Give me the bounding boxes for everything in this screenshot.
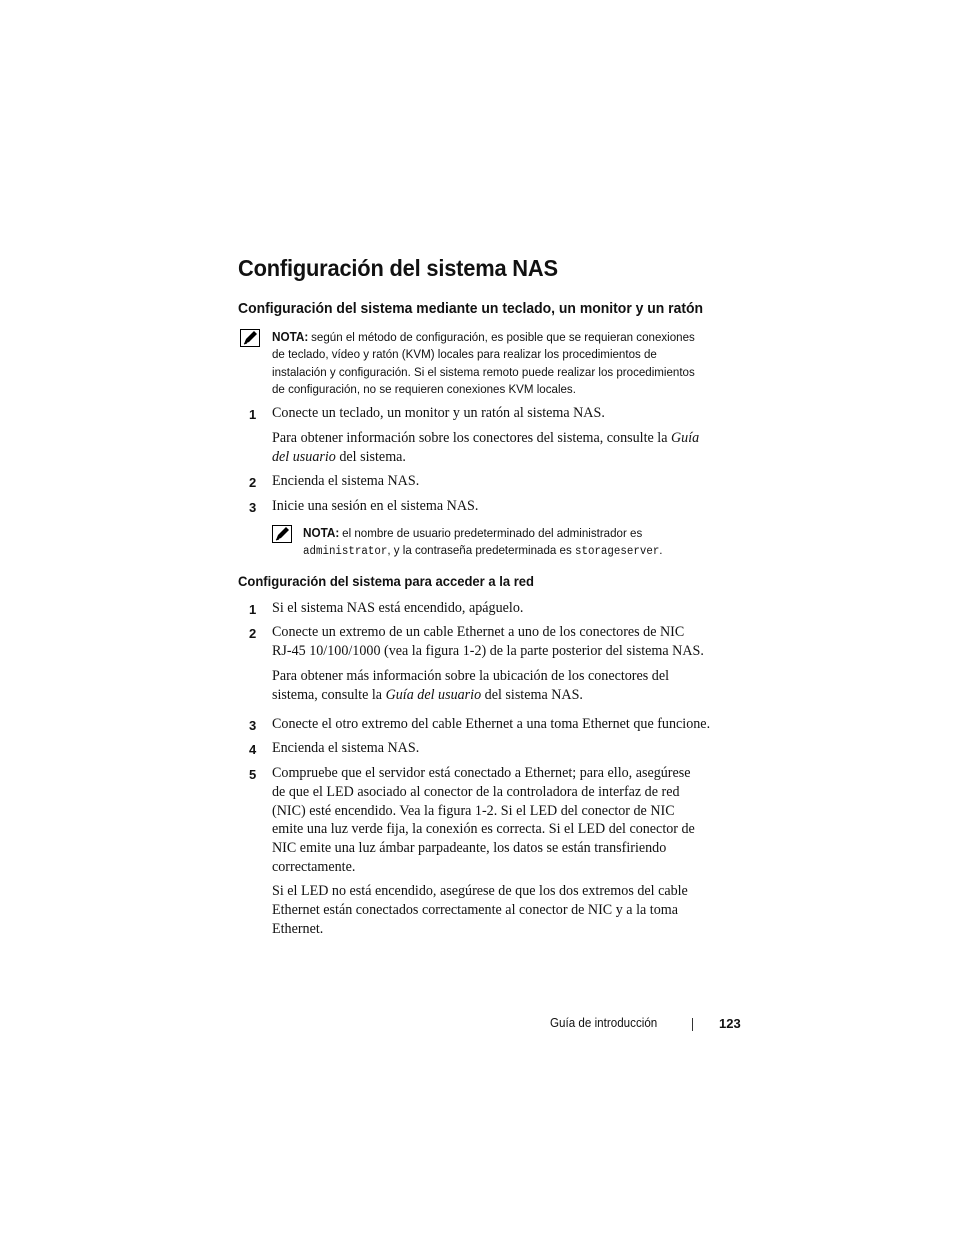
step-text: Conecte el otro extremo del cable Ethernet a una toma Ethernet que funcione. bbox=[272, 716, 711, 732]
page-number: 123 bbox=[719, 1016, 741, 1031]
page-title: Configuración del sistema NAS bbox=[238, 255, 558, 281]
note-label: NOTA: bbox=[272, 330, 309, 344]
step-number: 3 bbox=[249, 718, 257, 733]
note-kvm: NOTA: según el método de configuración, es posible que se requieran conexiones de teclado, vídeo y ratón (KVM) locales para realizar los procedimientos de instalación y configuración. Si el sistema remoto puede realizar los procedimientos de configuración, no se requieren conexiones KVM locales. bbox=[272, 330, 695, 397]
step-number: 3 bbox=[249, 500, 257, 515]
subsection-title-network: Configuración del sistema para acceder a la red bbox=[238, 573, 534, 589]
default-username: administrator bbox=[303, 545, 388, 559]
pencil-note-icon bbox=[240, 329, 260, 347]
step-text: Conecte un teclado, un monitor y un ratón al sistema NAS. bbox=[272, 405, 605, 421]
subsection-title-kvm: Configuración del sistema mediante un teclado, un monitor y un ratón bbox=[238, 300, 704, 317]
step-number: 5 bbox=[249, 767, 257, 782]
step-text: Encienda el sistema NAS. bbox=[272, 740, 420, 756]
step-number: 4 bbox=[249, 742, 257, 757]
step-text: Encienda el sistema NAS. bbox=[272, 473, 420, 489]
step-number: 2 bbox=[249, 475, 257, 490]
step-text: Compruebe que el servidor está conectado a Ethernet; para ello, asegúrese de que el LED asociado al conector de la controladora de interfaz de red (NIC) esté encendido. Vea la figura 1-2. Si el LED del conector de NIC emite una luz verde fija, la conexión es correcta. Si el LED del conector de NIC emite una luz ámbar parpadeante, los datos se están transfiriendo correctamente. bbox=[272, 765, 695, 875]
footer-guide-title: Guía de introducción bbox=[550, 1016, 658, 1030]
step-text: Conecte un extremo de un cable Ethernet a uno de los conectores de NIC RJ-45 10/100/1000 (vea la figura 1-2) de la parte posterior del sistema NAS. bbox=[272, 624, 704, 659]
step-detail: Para obtener más información sobre la ubicación de los conectores del sistema, consulte la Guía del usuario del sistema NAS. bbox=[272, 668, 670, 703]
step-detail: Para obtener información sobre los conectores del sistema, consulte la Guía del usuario del sistema. bbox=[272, 430, 700, 465]
note-icon bbox=[272, 525, 292, 548]
step-text: Inicie una sesión en el sistema NAS. bbox=[272, 498, 479, 514]
guide-reference: Guía bbox=[670, 430, 700, 446]
pencil-note-icon bbox=[272, 525, 292, 543]
step-number: 1 bbox=[249, 602, 257, 617]
step-text: Si el sistema NAS está encendido, apáguelo. bbox=[272, 600, 524, 616]
step-number: 1 bbox=[249, 407, 257, 422]
guide-reference: del usuario bbox=[272, 448, 336, 465]
step-number: 2 bbox=[249, 626, 257, 641]
default-password: storageserver bbox=[574, 545, 660, 559]
note-label: NOTA: bbox=[303, 526, 340, 540]
note-icon bbox=[240, 329, 260, 352]
note-credentials: NOTA: el nombre de usuario predeterminado del administrador es administrator, y la contraseña predeterminada es storageserver. bbox=[303, 526, 663, 559]
step-detail: Si el LED no está encendido, asegúrese de que los dos extremos del cable Ethernet están conectados correctamente al conector de NIC y a la toma Ethernet. bbox=[272, 883, 688, 937]
guide-reference: Guía del usuario bbox=[385, 686, 482, 703]
footer-divider bbox=[692, 1018, 693, 1031]
